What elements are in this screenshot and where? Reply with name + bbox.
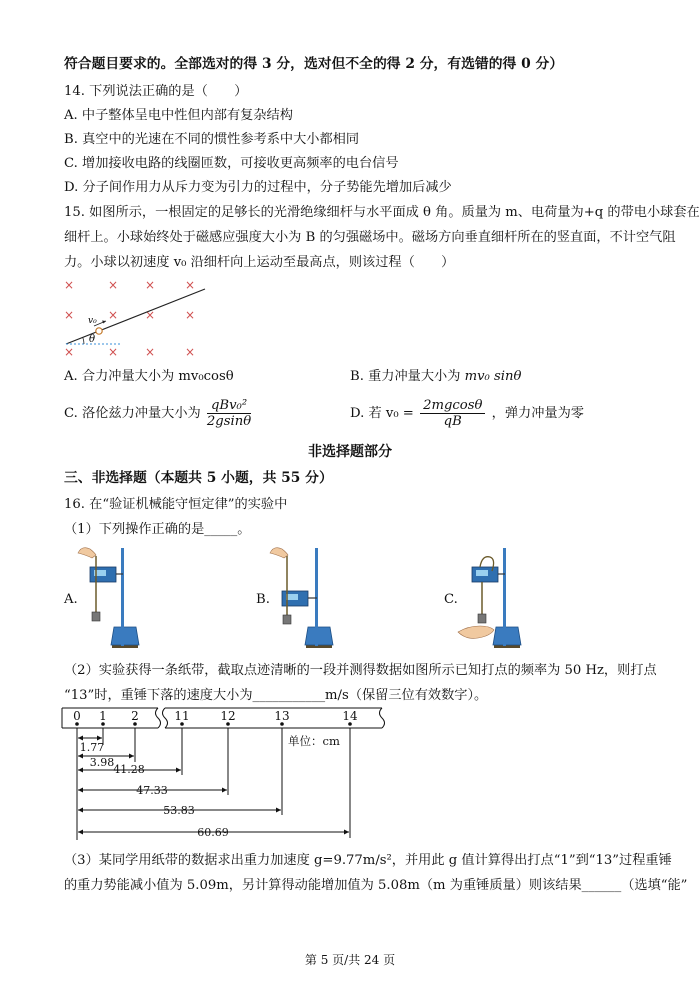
measure-1: 1.77 [79, 741, 105, 754]
field-cross: × [64, 308, 75, 322]
q14-stem: 14. 下列说法正确的是（ ） [64, 84, 248, 99]
q16-stem: 16. 在“验证机械能守恒定律”的实验中 [64, 497, 288, 512]
field-cross: × [64, 345, 75, 359]
measure-12: 47.33 [136, 784, 168, 797]
field-cross: × [185, 308, 196, 322]
tape-point-11: 11 [174, 709, 190, 723]
section-title: 非选择题部分 [308, 444, 392, 460]
measure-2: 3.98 [89, 756, 115, 769]
q15-stem-line2: 细杆上。小球始终处于磁感应强度大小为 B 的匀强磁场中。磁场方向垂直细杆所在的竖直面，不计空气阻 [64, 230, 676, 245]
apparatus-label-a: A. [64, 592, 78, 607]
apparatus-label-c: C. [444, 592, 458, 607]
q15-option-a: A. 合力冲量大小为 mv₀cosθ [64, 369, 234, 384]
tape-point-1: 1 [99, 709, 107, 723]
q16-sub2-line1: （2）实验获得一条纸带，截取点迹清晰的一段并测得数据如图所示已知打点的频率为 50 Hz，则打点 [64, 663, 657, 678]
q14-option-c: C. 增加接收电路的线圈匝数，可接收更高频率的电台信号 [64, 156, 399, 171]
q14-option-b: B. 真空中的光速在不同的惯性参考系中大小都相同 [64, 132, 360, 147]
field-cross: × [108, 345, 119, 359]
q15-stem-line3: 力。小球以初速度 v₀ 沿细杆向上运动至最高点，则该过程（ ） [64, 255, 455, 270]
q16-sub1: （1）下列操作正确的是_____。 [64, 522, 251, 537]
q14-option-d: D. 分子间作用力从斥力变为引力的过程中，分子势能先增加后减少 [64, 180, 452, 195]
field-cross: × [108, 308, 119, 322]
field-cross: × [145, 308, 156, 322]
apparatus-label-b: B. [256, 592, 270, 607]
tape-point-14: 14 [342, 709, 358, 723]
q16-sub2-line2: “13”时，重锤下落的速度大小为___________m/s（保留三位有效数字）。 [64, 688, 488, 703]
field-cross: × [185, 345, 196, 359]
measure-13: 53.83 [163, 804, 195, 817]
q15-option-c: C. 洛伦兹力冲量大小为 $\frac{\text{qBv₀²}}{2gsin\theta}$ [64, 398, 252, 429]
part3-title: 三、非选择题（本题共 5 小题，共 55 分） [64, 470, 333, 486]
field-cross: × [64, 278, 75, 292]
measure-11: 41.28 [113, 763, 145, 776]
velocity-label: v₀ [88, 316, 97, 326]
field-cross: × [145, 278, 156, 292]
tape-point-13: 13 [274, 709, 290, 723]
q15-stem-line1: 15. 如图所示，一根固定的足够长的光滑绝缘细杆与水平面成 θ 角。质量为 m、电荷量为+q 的带电小球套在 [64, 205, 700, 220]
q15-option-d: D. 若 v₀ = $\frac{2mgcos\theta}{qB}$ ，弹力冲量为零 [350, 398, 584, 429]
tape-point-2: 2 [131, 709, 139, 723]
scoring-instruction: 符合题目要求的。全部选对的得 3 分，选对但不全的得 2 分，有选错的得 0 分） [64, 56, 564, 72]
tape-point-12: 12 [220, 709, 236, 723]
tape-point-0: 0 [73, 709, 81, 723]
field-cross: × [108, 278, 119, 292]
field-cross: × [145, 345, 156, 359]
field-cross: × [185, 278, 196, 292]
q16-sub3-line2: 的重力势能减小值为 5.09m，另计算得动能增加值为 5.08m（m 为重锤质量）则该结果______（选填“能” [64, 878, 688, 893]
page-footer: 第 5 页/共 24 页 [304, 953, 396, 967]
q15-option-b: B. 重力冲量大小为 mv₀ sinθ [350, 369, 522, 384]
measure-14: 60.69 [197, 826, 229, 839]
angle-label: θ [89, 334, 96, 345]
tape-unit: 单位：cm [288, 734, 340, 748]
q14-option-a: A. 中子整体呈电中性但内部有复杂结构 [64, 108, 293, 123]
q16-sub3-line1: （3）某同学用纸带的数据求出重力加速度 g=9.77m/s²，并用此 g 值计算得出打点“1”到“13”过程重锤 [64, 853, 672, 868]
